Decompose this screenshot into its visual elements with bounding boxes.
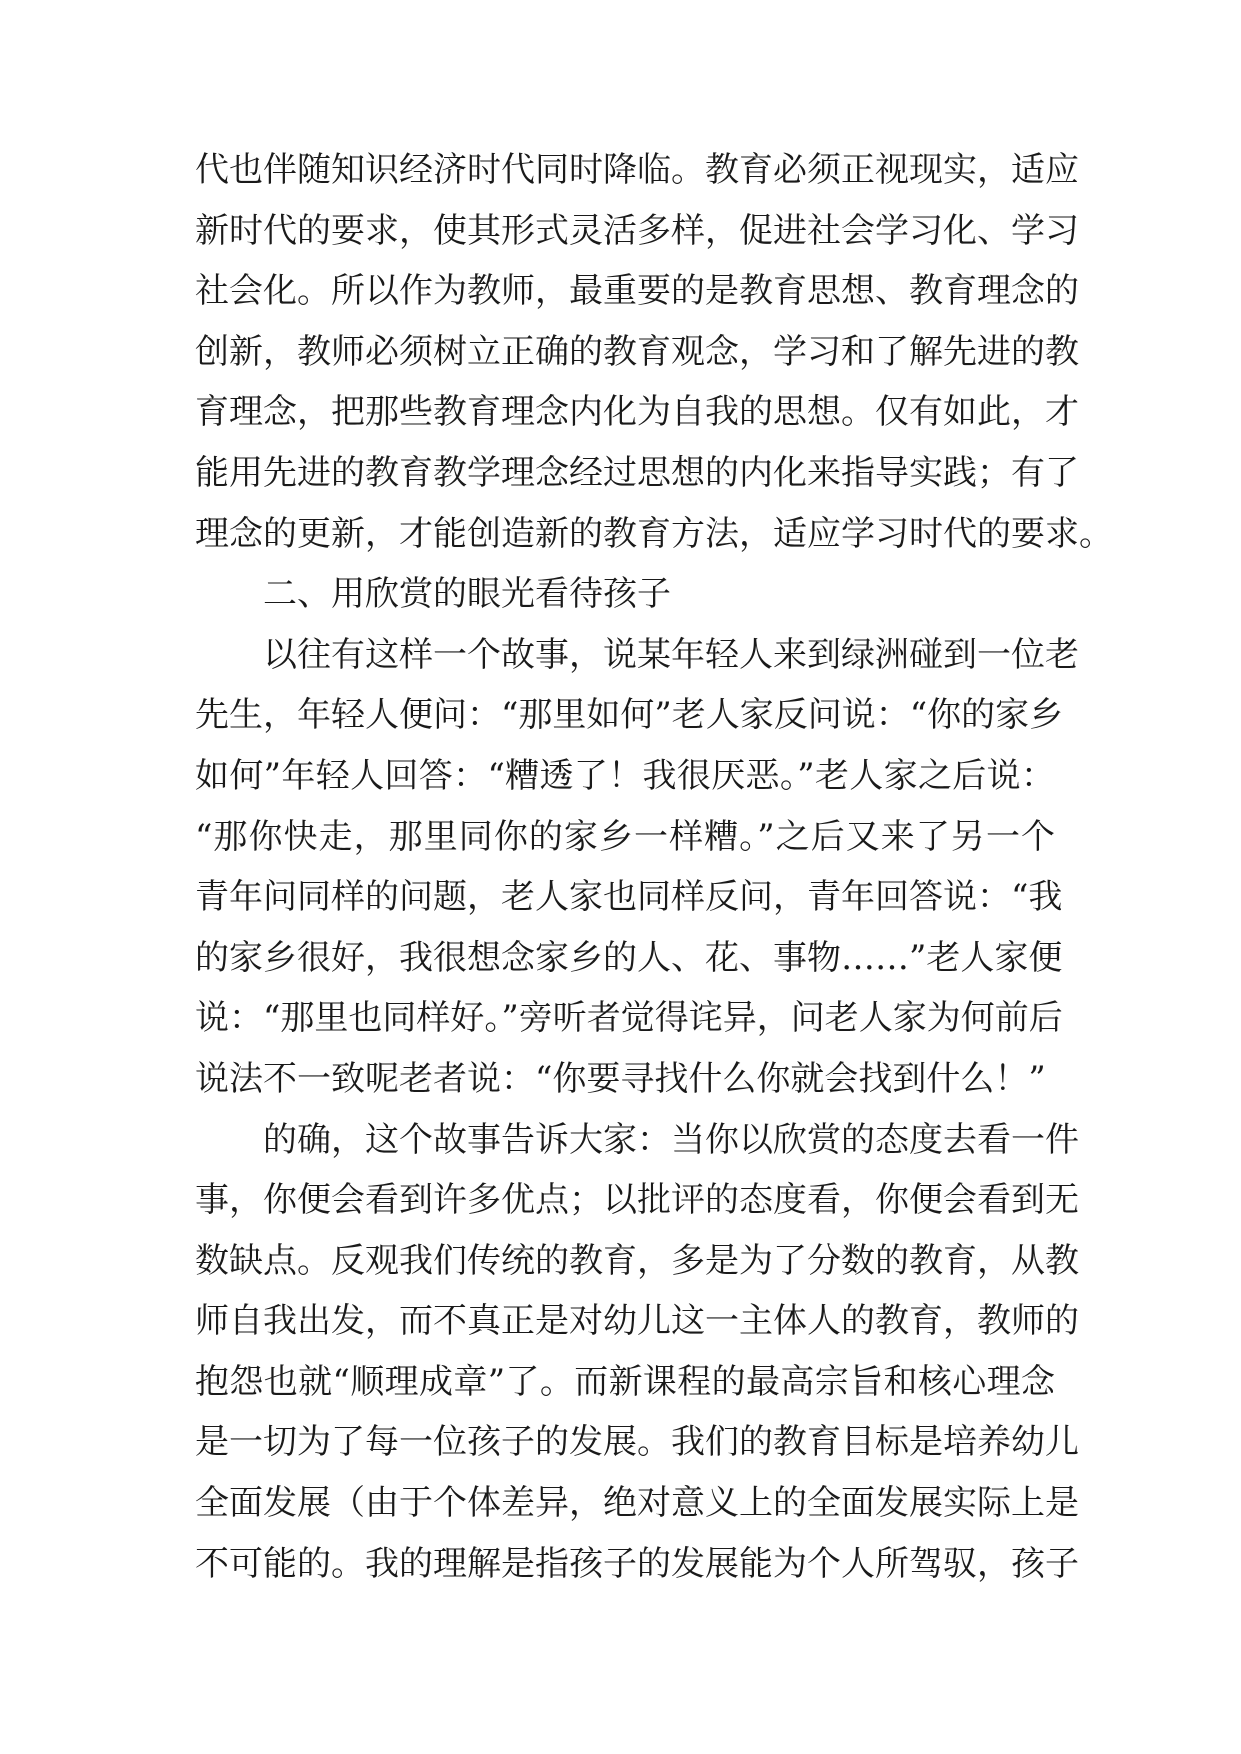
text-line: 数缺点。反观我们传统的教育，多是为了分数的教育，从教 [195,1240,1079,1281]
text-line: 说：“那里也同样好。”旁听者觉得诧异，问老人家为何前后 [195,998,1063,1039]
text-line: 新时代的要求，使其形式灵活多样，促进社会学习化、学习 [195,210,1079,251]
text-line: 代也伴随知识经济时代同时降临。教育必须正视现实，适应 [195,150,1079,190]
text-line: 先生，年轻人便问：“那里如何”老人家反问说：“你的家乡 [195,695,1064,736]
text-line: 育理念，把那些教育理念内化为自我的思想。仅有如此，才 [195,392,1079,433]
text-line: 理念的更新，才能创造新的教育方法，适应学习时代的要求。 [195,513,1113,554]
text-line: 能用先进的教育教学理念经过思想的内化来指导实践；有了 [195,452,1079,493]
text-line: 事，你便会看到许多优点；以批评的态度看，你便会看到无 [195,1180,1079,1221]
text-line: 的确，这个故事告诉大家：当你以欣赏的态度去看一件 [263,1119,1079,1160]
text-line: “那你快走，那里同你的家乡一样糟。”之后又来了另一个 [195,816,1055,857]
text-line: 不可能的。我的理解是指孩子的发展能为个人所驾驭，孩子 [195,1543,1079,1584]
text-line: 以往有这样一个故事，说某年轻人来到绿洲碰到一位老 [263,634,1079,675]
text-line: 创新，教师必须树立正确的教育观念，学习和了解先进的教 [195,331,1079,372]
text-line: 说法不一致呢老者说：“你要寻找什么你就会找到什么！” [195,1058,1046,1099]
section-heading: 二、用欣赏的眼光看待孩子 [263,574,671,615]
text-line: 青年问同样的问题，老人家也同样反问，青年回答说：“我 [195,877,1063,918]
text-line: 社会化。所以作为教师，最重要的是教育思想、教育理念的 [195,271,1079,312]
text-line: 是一切为了每一位孩子的发展。我们的教育目标是培养幼儿 [195,1422,1079,1463]
text-line: 的家乡很好，我很想念家乡的人、花、事物……”老人家便 [195,937,1063,978]
text-line: 全面发展（由于个体差异，绝对意义上的全面发展实际上是 [195,1483,1079,1524]
body-text [195,140,1113,1594]
text-line: 如何”年轻人回答：“糟透了！我很厌恶。”老人家之后说： [195,755,1055,796]
text-line: 师自我出发，而不真正是对幼儿这一主体人的教育，教师的 [195,1301,1079,1342]
text-line: 抱怨也就“顺理成章”了。而新课程的最高宗旨和核心理念 [195,1361,1055,1402]
